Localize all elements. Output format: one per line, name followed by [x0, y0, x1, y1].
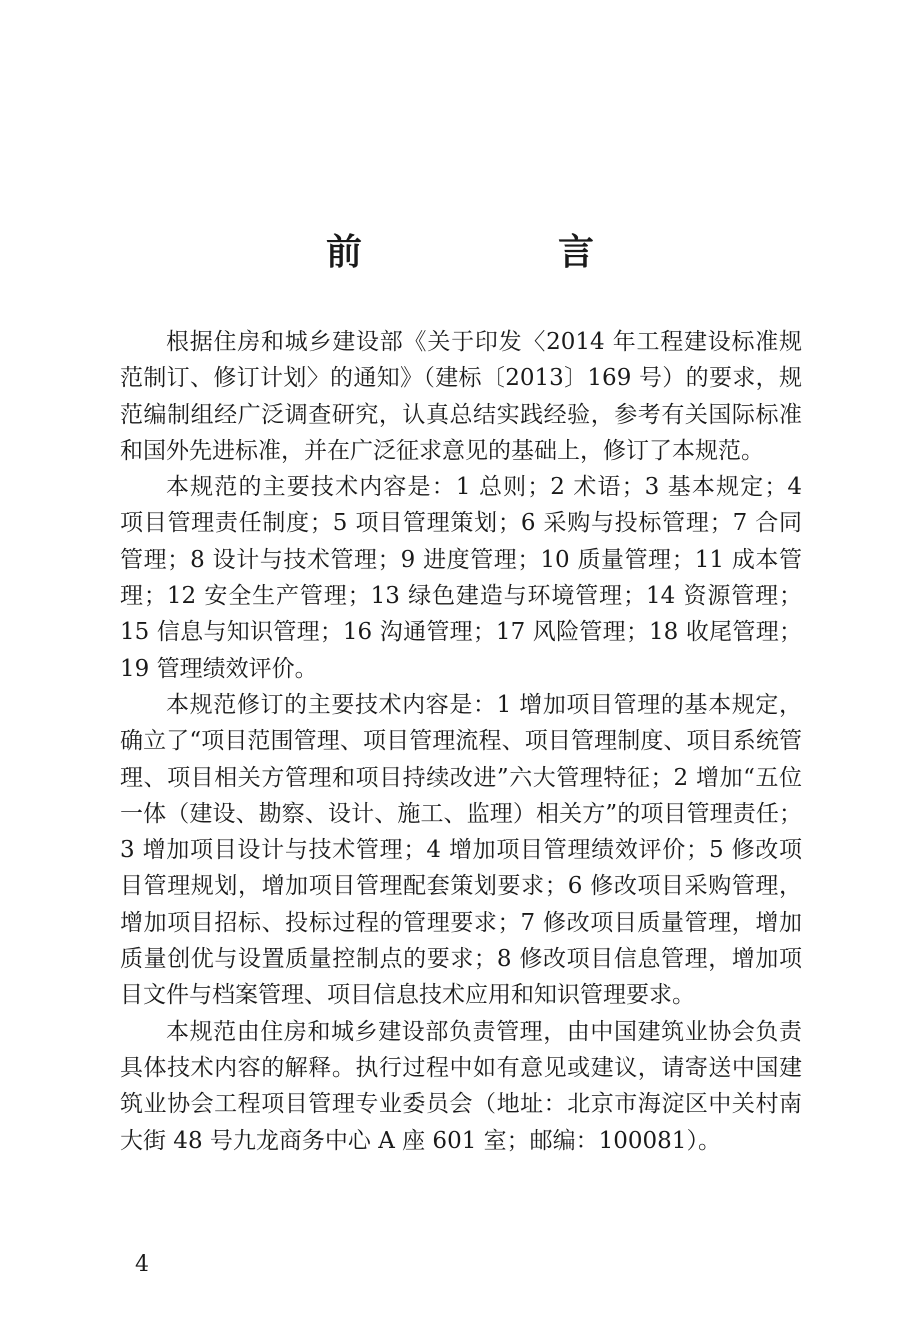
page-number: 4 — [135, 1252, 149, 1277]
body-text — [120, 324, 802, 1159]
paragraph-revision-contents: 本规范修订的主要技术内容是：1 增加项目管理的基本规定，确立了“项目范围管理、项目管理流程、项目管理制度、项目系统管理、项目相关方管理和项目持续改进”六大管理特征；2 增加“五位一体（建设、勘察、设计、施工、监理）相关方”的项目管理责任；3 增加项目设计与技术管理；4 增加项目管理绩效评价；5 修改项目管理规划，增加项目管理配套策划要求；6 修改项目采购管理，增加项目招标、投标过程的管理要求；7 修改项目质量管理，增加质量创优与设置质量控制点的要求；8 修改项目信息管理，增加项目文件与档案管理、项目信息技术应用和知识管理要求。 — [120, 691, 802, 1009]
paragraph-main-contents: 本规范的主要技术内容是：1 总则；2 术语；3 基本规定；4 项目管理责任制度；5 项目管理策划；6 采购与投标管理；7 合同管理；8 设计与技术管理；9 进度管理；10 质量管理；11 成本管理；12 安全生产管理；13 绿色建造与环境管理；14 资源管理；15 信息与知识管理；16 沟通管理；17 风险管理；18 收尾管理；19 管理绩效评价。 — [120, 474, 802, 682]
paragraph-management-contact: 本规范由住房和城乡建设部负责管理，由中国建筑业协会负责具体技术内容的解释。执行过程中如有意见或建议，请寄送中国建筑业协会工程项目管理专业委员会（地址：北京市海淀区中关村南大街 48 号九龙商务中心 A 座 601 室；邮编：100081）。 — [120, 1018, 802, 1154]
page-title: 前 言 — [325, 231, 674, 273]
paragraph-compilation-basis: 根据住房和城乡建设部《关于印发〈2014 年工程建设标准规范制订、修订计划〉的通知》（建标〔2013〕169 号）的要求，规范编制组经广泛调查研究，认真总结实践经验，参考有关国际标准和国外先进标准，并在广泛征求意见的基础上，修订了本规范。 — [120, 329, 802, 464]
